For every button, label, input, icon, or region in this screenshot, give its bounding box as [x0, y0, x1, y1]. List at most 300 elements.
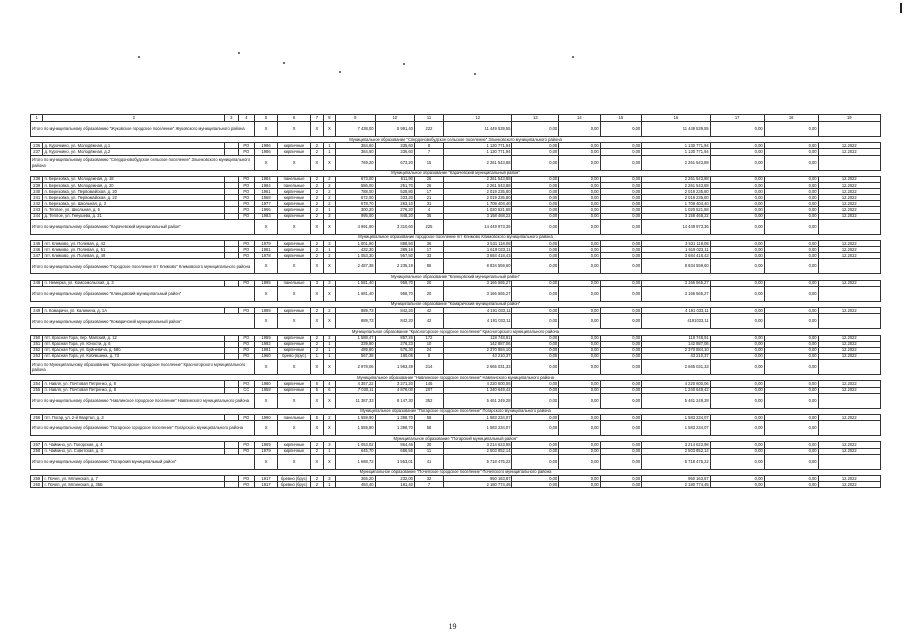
table-cell: 0,00: [710, 286, 764, 301]
table-cell: Итого по Муниципальному образованию "Красногорское городское поселение" Красногорского муниципального района: [31, 360, 255, 375]
table-cell: 0,00: [512, 421, 559, 436]
table-cell: 0,00: [559, 448, 601, 454]
table-cell: 2 261 543,88: [444, 176, 512, 182]
table-cell: 0,00: [512, 213, 559, 219]
table-cell: 0,00: [559, 247, 601, 253]
table-cell: 1: [31, 115, 43, 122]
scan-speck: [403, 63, 405, 65]
table-cell: 1 130 771,94: [444, 143, 512, 149]
table-cell: 3 166 565,27: [444, 280, 512, 286]
table-cell: 3 166 565,27: [642, 280, 710, 286]
table-cell: 576,30: [375, 347, 414, 353]
table-cell: 0,00: [559, 286, 601, 301]
page-number: 19: [448, 622, 457, 631]
table-cell: 0,00: [600, 286, 642, 301]
table-cell: пгт. Погар, ул. 2-й Квартал, д. 3: [43, 415, 225, 421]
table-cell: 0,00: [559, 176, 601, 182]
table-cell: 1: [323, 347, 335, 353]
table-cell: 30: [414, 442, 443, 448]
table-cell: X: [323, 286, 335, 301]
table-cell: 32: [414, 476, 443, 482]
table-cell: РО: [238, 308, 255, 314]
table-cell: 0,00: [710, 219, 764, 234]
table-cell: 12.2022: [818, 149, 880, 155]
table-cell: 0,00: [710, 421, 764, 436]
table-cell: 1 583 234,07: [444, 415, 512, 421]
table-cell: 12.2022: [818, 448, 880, 454]
table-cell: 14 449 973,36: [444, 219, 512, 234]
table-cell: Итого по муниципальному образованию "Спердоновобудское сельское поселение" Злынковского муниципального района: [31, 155, 255, 170]
table-cell: 2: [323, 176, 335, 182]
table-cell: 0,00: [600, 415, 642, 421]
table-cell: 145: [414, 381, 443, 387]
table-cell: 7: [311, 115, 323, 122]
table-cell: 1917: [255, 476, 278, 482]
table-cell: 214: [414, 360, 443, 375]
subtotal-row: [31, 219, 881, 234]
table-cell: 2: [323, 195, 335, 201]
table-cell: 0,00: [512, 448, 559, 454]
table-cell: 10: [414, 341, 443, 347]
table-cell: 14: [559, 115, 601, 122]
table-cell: 250: [31, 335, 43, 341]
table-cell: 3 166 565,27: [642, 286, 710, 301]
table-cell: 239: [31, 183, 43, 189]
table-cell: 0,00: [710, 387, 764, 393]
table-cell: 5 461 249,28: [444, 393, 512, 408]
table-cell: 2: [311, 335, 323, 341]
table-cell: 2 665 031,33: [642, 360, 710, 375]
table-cell: 5: [311, 415, 323, 421]
table-cell: 58: [414, 421, 443, 436]
table-cell: 2: [43, 115, 225, 122]
table-cell: 1 001,90: [336, 241, 375, 247]
table-cell: 0,00: [559, 149, 601, 155]
table-cell: 1995: [255, 280, 278, 286]
table-cell: д. Курочкино, ул. Молодёжная, д.1: [43, 143, 225, 149]
table-cell: 0,00: [600, 176, 642, 182]
housing-register-table: [30, 114, 881, 488]
table-cell: 31: [414, 201, 443, 207]
table-cell: 1979: [255, 448, 278, 454]
table-cell: 1 583 234,07: [642, 421, 710, 436]
table-cell: 3: [323, 241, 335, 247]
table-cell: 0,00: [764, 482, 818, 488]
table-cell: кирпичные: [277, 189, 310, 195]
table-cell: п. Комаричи, ул. Калинина, д. 1А: [43, 308, 225, 314]
table-cell: 0,00: [512, 347, 559, 353]
table-cell: 950 163,87: [642, 476, 710, 482]
table-cell: д. Теплое, ул. Гнеушева, д. 21: [43, 213, 225, 219]
table-cell: 2 261 543,88: [642, 183, 710, 189]
table-cell: 995,00: [336, 213, 375, 219]
table-cell: 1992: [255, 341, 278, 347]
table-cell: 673,20: [375, 155, 414, 170]
table-cell: 3 310,60: [375, 219, 414, 234]
table-cell: 2: [311, 149, 323, 155]
table-cell: РО: [238, 213, 255, 219]
table-cell: г. Почеп, ул. Мглинская, д. 7: [43, 476, 225, 482]
table-cell: 0,00: [512, 286, 559, 301]
table-cell: 1: [323, 353, 335, 359]
table-cell: 1: [323, 482, 335, 488]
table-cell: 958,70: [375, 280, 414, 286]
table-cell: X: [311, 286, 323, 301]
table-cell: 14 449 973,36: [642, 219, 710, 234]
table-cell: 0,00: [764, 454, 818, 469]
table-cell: РО: [238, 195, 255, 201]
table-cell: 0,00: [600, 189, 642, 195]
table-cell: 251: [31, 341, 43, 347]
table-cell: 20: [414, 286, 443, 301]
table-cell: 567,38: [336, 353, 375, 359]
table-cell: [818, 314, 880, 329]
table-cell: 0,00: [764, 393, 818, 408]
table-cell: 0,00: [710, 482, 764, 488]
table-cell: 0,00: [559, 353, 601, 359]
table-cell: [818, 122, 880, 137]
table-cell: 256: [31, 415, 43, 421]
table-cell: РО: [238, 335, 255, 341]
table-cell: X: [311, 421, 323, 436]
table-cell: 5 991,40: [375, 122, 414, 137]
table-cell: 0,00: [512, 122, 559, 137]
table-cell: 3 271,20: [375, 381, 414, 387]
table-cell: 484,40: [336, 482, 375, 488]
table-cell: РО: [238, 341, 255, 347]
table-cell: 4 357,22: [336, 381, 375, 387]
table-cell: 0,00: [710, 341, 764, 347]
table-cell: 2 261 543,88: [642, 176, 710, 182]
table-cell: 0,00: [600, 381, 642, 387]
table-cell: 249: [31, 308, 43, 314]
table-cell: РО: [238, 353, 255, 359]
table-cell: панельные: [277, 415, 310, 421]
table-cell: 0,00: [559, 280, 601, 286]
table-cell: 1 559,90: [336, 415, 375, 421]
table-cell: 0,00: [764, 189, 818, 195]
table-cell: 1 130 771,94: [642, 143, 710, 149]
table-cell: 857,26: [375, 335, 414, 341]
table-cell: 12.2022: [818, 241, 880, 247]
table-cell: 0,00: [600, 314, 642, 329]
table-cell: 0,00: [600, 280, 642, 286]
table-cell: 1986: [255, 143, 278, 149]
table-cell: 0,00: [710, 360, 764, 375]
table-cell: 0,00: [512, 353, 559, 359]
table-cell: 0,00: [600, 143, 642, 149]
table-cell: 2: [311, 241, 323, 247]
table-cell: 2: [311, 341, 323, 347]
table-cell: X: [277, 286, 310, 301]
table-cell: 0,00: [710, 241, 764, 247]
table-cell: 2: [311, 347, 323, 353]
table-cell: 0,00: [600, 219, 642, 234]
table-cell: 0,00: [710, 393, 764, 408]
table-cell: 769,20: [336, 155, 375, 170]
table-cell: 1 588,47: [336, 335, 375, 341]
table-cell: 2 019 235,80: [444, 189, 512, 195]
table-cell: 24: [414, 347, 443, 353]
table-cell: 1977: [255, 201, 278, 207]
table-cell: 0,00: [559, 341, 601, 347]
table-cell: 1 619 023,11: [642, 247, 710, 253]
table-cell: 864,46: [375, 442, 414, 448]
table-cell: X: [255, 155, 278, 170]
table-cell: Муниципальное образование "Красногорское городское поселение" Красногорского муниципального района: [31, 329, 881, 335]
table-cell: X: [311, 393, 323, 408]
table-cell: X: [277, 314, 310, 329]
table-cell: 889,73: [336, 308, 375, 314]
table-cell: 258: [31, 448, 43, 454]
table-cell: кирпичные: [277, 308, 310, 314]
table-cell: п. Чайкино, ул. Советская, д. 3: [43, 448, 225, 454]
table-cell: 2 180 774,45: [642, 482, 710, 488]
table-cell: 365,20: [336, 476, 375, 482]
table-cell: 489,80: [336, 347, 375, 353]
table-cell: 11: [414, 448, 443, 454]
table-cell: 0,00: [710, 314, 764, 329]
table-cell: 0,00: [559, 122, 601, 137]
table-cell: 2 370 884,10: [642, 347, 710, 353]
table-cell: брево (брус): [277, 353, 310, 359]
table-cell: 0,00: [600, 448, 642, 454]
table-cell: 0,00: [512, 280, 559, 286]
table-cell: 0,00: [559, 454, 601, 469]
table-cell: 0,00: [764, 122, 818, 137]
table-cell: 2 261 543,88: [642, 155, 710, 170]
table-cell: 1: [311, 353, 323, 359]
table-cell: 0,00: [512, 253, 559, 259]
table-cell: 42: [414, 308, 443, 314]
table-cell: 0,00: [710, 448, 764, 454]
table-cell: 0,00: [764, 207, 818, 213]
subtotal-row: [31, 454, 881, 469]
table-cell: 2 503 852,14: [444, 448, 512, 454]
table-cell: 2: [311, 442, 323, 448]
table-cell: 3 158 468,22: [444, 213, 512, 219]
table-cell: 20: [414, 280, 443, 286]
subtotal-row: [31, 393, 881, 408]
table-cell: 0,00: [764, 253, 818, 259]
table-cell: 0,00: [512, 207, 559, 213]
table-cell: 2 019 235,80: [444, 195, 512, 201]
table-cell: 247: [31, 253, 43, 259]
table-cell: 1: [323, 247, 335, 253]
table-cell: [818, 421, 880, 436]
table-cell: 181,40: [375, 482, 414, 488]
table-body: [31, 115, 881, 488]
table-cell: 3: [225, 115, 238, 122]
table-cell: X: [277, 259, 310, 274]
table-cell: 2: [323, 253, 335, 259]
table-cell: 251,70: [375, 183, 414, 189]
table-cell: 1 398,70: [375, 421, 414, 436]
table-cell: РО: [238, 476, 255, 482]
table-cell: 2 261 543,88: [444, 155, 512, 170]
table-cell: X: [255, 314, 278, 329]
scan-edge-mark: [900, 3, 902, 13]
table-cell: 3 531 118,08: [444, 241, 512, 247]
table-cell: 2 665 031,33: [444, 360, 512, 375]
table-cell: п. Березовка, ул. Школьная, д. 3: [43, 201, 225, 207]
table-cell: панельные: [277, 176, 310, 182]
table-cell: п. Немерка, ул. Комсомольская, д. 3: [43, 280, 225, 286]
table-cell: X: [323, 259, 335, 274]
table-cell: 3 214 623,98: [642, 442, 710, 448]
table-cell: X: [311, 122, 323, 137]
table-cell: 0,00: [512, 482, 559, 488]
table-cell: 8: [414, 143, 443, 149]
table-cell: 180,06: [375, 353, 414, 359]
table-cell: 26: [414, 176, 443, 182]
table-cell: 1986: [255, 149, 278, 155]
table-cell: 0,00: [600, 421, 642, 436]
table-cell: X: [277, 219, 310, 234]
table-cell: 3 158 468,22: [642, 213, 710, 219]
table-cell: Муниципальное образование "Погарское городское поселение" Погарского муниципального района: [31, 408, 881, 414]
table-cell: 586,00: [336, 183, 375, 189]
table-cell: 1978: [255, 253, 278, 259]
subtotal-row: [31, 259, 881, 274]
table-cell: 12.2022: [818, 280, 880, 286]
table-cell: 1 130 771,94: [444, 149, 512, 155]
scan-speck: [238, 52, 240, 54]
table-cell: пгт. Климово, ул. Полевая, д. 49: [43, 253, 225, 259]
table-cell: 1984: [255, 176, 278, 182]
table-cell: 3 684 418,43: [444, 253, 512, 259]
table-cell: Муниципальное образование "Почепское городское поселение" Почепского муниципального района: [31, 469, 881, 475]
table-cell: пгт. Красная Гора, ул. Буйневича, д. 58б: [43, 347, 225, 353]
table-cell: 0,00: [764, 415, 818, 421]
table-cell: 1 581,40: [336, 280, 375, 286]
table-cell: 0,00: [764, 314, 818, 329]
table-cell: 2: [323, 189, 335, 195]
table-cell: 0,00: [559, 476, 601, 482]
table-cell: 0,00: [559, 393, 601, 408]
table-cell: 0,00: [600, 308, 642, 314]
scan-speck: [474, 73, 476, 75]
table-cell: Итого по муниципальному образованию "Погарский муниципальный район": [31, 454, 255, 469]
table-cell: 0,00: [512, 176, 559, 182]
table-cell: РО: [238, 247, 255, 253]
table-cell: 0,00: [512, 183, 559, 189]
table-cell: 335,60: [375, 143, 414, 149]
table-cell: 0,00: [764, 143, 818, 149]
table-cell: 12.2022: [818, 183, 880, 189]
table-cell: 86: [414, 259, 443, 274]
table-cell: 248: [31, 280, 43, 286]
table-cell: 384,60: [336, 143, 375, 149]
table-cell: п. Березовка, ул. Первомайская, д. 20: [43, 189, 225, 195]
table-cell: 1969: [255, 442, 278, 448]
table-cell: 888,50: [375, 241, 414, 247]
table-cell: 0,00: [764, 280, 818, 286]
table-cell: 2 487,38: [336, 259, 375, 274]
table-cell: 2: [311, 308, 323, 314]
table-cell: 243: [31, 207, 43, 213]
table-cell: 0,00: [600, 195, 642, 201]
table-cell: 673,00: [336, 176, 375, 182]
table-cell: 263,10: [375, 201, 414, 207]
table-cell: пгт. Климово, ул. Полевая, д. 51: [43, 247, 225, 253]
table-cell: 0,00: [559, 308, 601, 314]
table-cell: 0,00: [512, 476, 559, 482]
table-cell: [818, 454, 880, 469]
subtotal-row: [31, 360, 881, 375]
table-cell: 0,00: [512, 308, 559, 314]
table-cell: кирпичные: [277, 213, 310, 219]
table-cell: 5: [311, 387, 323, 393]
table-cell: 2 235,19: [375, 259, 414, 274]
table-cell: 255: [31, 387, 43, 393]
table-cell: 0,00: [710, 183, 764, 189]
table-cell: 8 834 559,60: [642, 259, 710, 274]
table-cell: кирпичные: [277, 381, 310, 387]
table-cell: 0,00: [559, 189, 601, 195]
table-cell: 11 449 539,55: [642, 122, 710, 137]
table-cell: 0,00: [710, 415, 764, 421]
table-cell: 245: [31, 241, 43, 247]
table-cell: 12.2022: [818, 353, 880, 359]
table-cell: 1990: [255, 415, 278, 421]
table-cell: 0,00: [764, 259, 818, 274]
table-cell: 0,00: [512, 393, 559, 408]
table-cell: 672,00: [336, 195, 375, 201]
table-cell: 0,00: [764, 195, 818, 201]
table-cell: 236: [31, 143, 43, 149]
table-cell: кирпичные: [277, 207, 310, 213]
table-cell: 43 210,37: [444, 353, 512, 359]
table-cell: 16: [642, 115, 710, 122]
table-cell: 172: [414, 335, 443, 341]
table-cell: 2: [323, 308, 335, 314]
table-cell: п. Чайкино, ул. Погорская, д. 4: [43, 442, 225, 448]
table-cell: 1 020 521,58: [642, 207, 710, 213]
table-cell: 1 053,30: [336, 253, 375, 259]
table-cell: 0,00: [600, 482, 642, 488]
table-cell: 7 438,00: [336, 122, 375, 137]
table-cell: 241: [31, 195, 43, 201]
table-cell: панельные: [277, 183, 310, 189]
table-cell: X: [323, 155, 335, 170]
table-cell: 0,00: [512, 219, 559, 234]
table-cell: 253: [31, 353, 43, 359]
table-cell: кирпичные: [277, 253, 310, 259]
table-cell: 389,16: [375, 247, 414, 253]
table-cell: РО: [238, 448, 255, 454]
table-cell: 0,00: [710, 454, 764, 469]
table-cell: 2: [311, 183, 323, 189]
table-cell: 0,00: [600, 183, 642, 189]
table-cell: 0,00: [710, 189, 764, 195]
table-cell: 1989: [255, 308, 278, 314]
table-cell: 1 553,01: [375, 454, 414, 469]
table-cell: X: [277, 155, 310, 170]
table-cell: Муниципальное образование "Карачевский муниципальный район": [31, 170, 881, 176]
table-cell: 12.2022: [818, 143, 880, 149]
table-cell: 2: [311, 247, 323, 253]
table-cell: 10: [375, 115, 414, 122]
table-cell: 0,00: [559, 241, 601, 247]
table-cell: кирпичные: [277, 195, 310, 201]
table-cell: 645,70: [336, 448, 375, 454]
table-cell: 0,00: [559, 381, 601, 387]
table-cell: 36: [414, 241, 443, 247]
table-cell: РО: [238, 183, 255, 189]
table-cell: Муниципальное образование "Комаричский муниципальный район": [31, 301, 881, 307]
table-cell: 1961: [255, 189, 278, 195]
